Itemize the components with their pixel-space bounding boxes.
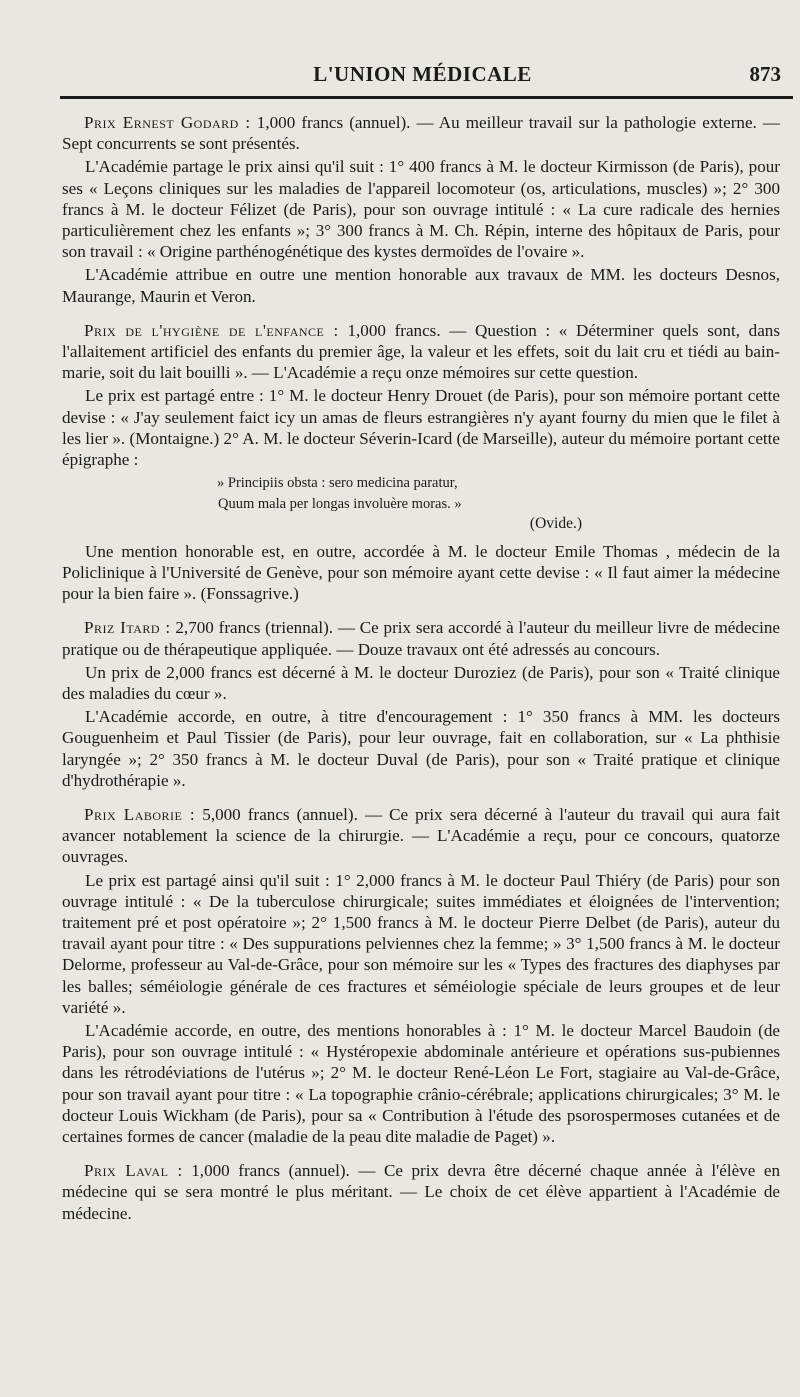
page-number: 873 <box>749 62 781 86</box>
paragraph: Un prix de 2,000 francs est décerné à M. le docteur Duroziez (de Paris), pour son « Traité clinique des maladies du cœur ». <box>62 662 780 703</box>
prize-name: Prix de l'hygiène de l'enfance : <box>84 320 339 340</box>
paragraph: L'Académie attribue en outre une mention honorable aux travaux de MM. les docteurs Desnos, Maurange, Maurin et Veron. <box>62 265 780 306</box>
paragraph: Le prix est partagé entre : 1° M. le docteur Henry Drouet (de Paris), pour son mémoire portant cette devise : « J'ay seulement faict icy un amas de fleurs estrangières n'y ayant fourny du mien que le filet à les lier ». (Montaigne.) 2° A. M. le docteur Séverin-Icard (de Marseille), auteur du mémoire portant cette épigraphe : <box>62 386 780 470</box>
prize-name: Prix Laborie : <box>84 804 196 824</box>
prize-intro: 1,000 francs (annuel). — Au meilleur travail sur la pathologie externe. — Sept concurrents se sont présentés. <box>62 113 781 154</box>
paragraph: L'Académie partage le prix ainsi qu'il suit : 1° 400 francs à M. le docteur Kirmisson (de Paris), pour ses « Leçons cliniques sur les maladies de l'appareil locomoteur (os, articulations, muscles) »; 2° 300 francs à M. le docteur Félizet (de Paris), pour son ouvrage intitulé : « La cure radicale des hernies particulièrement chez les enfants »; 3° 300 francs à M. Ch. Répin, interne des hôpitaux de Paris, pour son travail : « Origine parthénogénétique des kystes dermoïdes de l'ovaire ». <box>62 157 780 262</box>
prize-intro: 1,000 francs (annuel). — Ce prix devra être décerné chaque année à l'élève en médecine qui se sera montré le plus méritant. — Le choix de cet élève appartient à l'Académie de médecine. <box>62 1161 780 1223</box>
prize-intro: 5,000 francs (annuel). — Ce prix sera décerné à l'auteur du travail qui aura fait avancer notablement la science de la chirurgie. — L'Académie a reçu, pour ce concours, quatorze ouvrages. <box>62 804 780 867</box>
epigraph-attribution: (Ovide.) <box>529 515 582 533</box>
running-header <box>60 58 785 94</box>
prize-hygiene-heading <box>62 320 780 384</box>
epigraph-line: Quum mala per longas involuère moras. » <box>218 495 462 512</box>
prize-name: Prix Laval : <box>84 1161 183 1181</box>
prize-name: Priz Itard : <box>84 618 171 638</box>
epigraph-line: » Principiis obsta : sero medicina paratur, <box>217 475 458 492</box>
prize-name: Prix Ernest Godard : <box>84 113 251 132</box>
paragraph: L'Académie accorde, en outre, à titre d'encouragement : 1° 350 francs à MM. les docteurs Gouguenheim et Paul Tissier (de Paris), pour leur ouvrage, fait en collaboration, sur « La phthisie laryngée »; 2° 350 francs à M. le docteur Duval (de Paris), pour son « Traité pratique et clinique d'hydrothérapie ». <box>62 707 780 790</box>
journal-title: L'UNION MÉDICALE <box>313 62 532 86</box>
prize-itard-heading <box>62 617 780 659</box>
paragraph: Le prix est partagé ainsi qu'il suit : 1° 2,000 francs à M. le docteur Paul Thiéry (de Paris) pour son ouvrage intitulé : « De la tuberculose chirurgicale; suites immédiates et éloignées de l'intervention; traitement pré et post opératoire »; 2° 1,500 francs à M. le docteur Pierre Delbet (de Paris), auteur du travail ayant pour titre : « Des suppurations pelviennes chez la femme; » 3° 1,500 francs à M. le docteur Delorme, professeur au Val-de-Grâce, pour son mémoire sur les « Types des fractures des diaphyses par les balles; séméiologie générale de ces fractures et séméiologie spéciale de leurs groupes et de leur variété ». <box>62 870 780 1017</box>
epigraph <box>62 473 780 535</box>
prize-godard-heading <box>62 112 780 154</box>
prize-laborie-heading <box>62 804 780 868</box>
paragraph: Une mention honorable est, en outre, accordée à M. le docteur Emile Thomas , médecin de la Policlinique à l'Université de Genève, pour son mémoire ayant cette devise : « Il faut aimer la médecine pour la bien faire ». (Fonssagrive.) <box>62 541 780 604</box>
prize-intro: 1,000 francs. — Question : « Déterminer quels sont, dans l'allaitement artificiel des enfants du premier âge, la valeur et les effets, soit du lait cru et tiédi au bain-marie, soit du lait bouilli ». — L'Académie a reçu onze mémoires sur cette question. <box>62 320 780 383</box>
prize-intro: 2,700 francs (triennal). — Ce prix sera accordé à l'auteur du meilleur livre de médecine pratique ou de thérapeutique appliquée. — Douze travaux ont été adressés au concours. <box>62 618 781 659</box>
paragraph: L'Académie accorde, en outre, des mentions honorables à : 1° M. le docteur Marcel Baudoin (de Paris), pour son ouvrage intitulé : « Hystéropexie abdominale antérieure et opérations sus-pubiennes dans les rétrodéviations de l'utérus »; 2° M. le docteur René-Léon Le Fort, stagiaire au Val-de-Grâce, pour son travail ayant pour titre : « La topographie crânio-cérébrale; applications chirurgicales; 3° M. le docteur Louis Wickham (de Paris), pour sa « Contribution à l'étude des psorospermoses cutanées et de certaines formes de cancer (maladie de la peau dite maladie de Paget) ». <box>62 1021 780 1147</box>
article-body <box>62 112 780 1226</box>
prize-laval-heading <box>62 1160 780 1224</box>
header-rule <box>60 96 793 99</box>
